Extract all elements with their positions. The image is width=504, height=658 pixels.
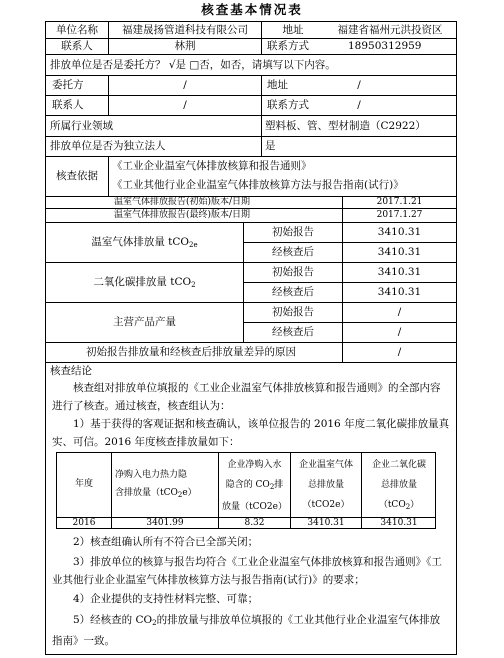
ghg-verified-label: 经核查后 (272, 246, 314, 258)
product-output-label: 主营产品产量 (113, 316, 176, 328)
basis-label: 核查依据 (56, 170, 98, 182)
client-contact-value: / (183, 99, 187, 111)
row-divider (243, 282, 456, 283)
client-value: / (183, 79, 187, 91)
ghg-initial-label: 初始报告 (272, 226, 314, 238)
entrust-question: 排放单位是否是委托方？ √是 □否，如否，请填写以下内容。 (50, 59, 336, 71)
report-final-date: 2017.1.27 (376, 210, 423, 220)
basis-item: 《工业其他行业企业温室气体排放核算方法与报告指南(试行)》 (112, 179, 404, 191)
annual-emission-table (56, 452, 436, 529)
client-contact-label: 联系人 (52, 99, 84, 111)
header-electricity: 净购入电力热力隐 含排放量（tCO$_2$e） (115, 470, 197, 499)
client-phone-value: / (357, 99, 361, 111)
row-divider (243, 242, 456, 243)
phone-label: 联系方式 (267, 40, 309, 52)
conclusion-intro: 核查组对排放单位填报的《工业企业温室气体排放核算和报告通则》的全部内容进行了核查。通过核查，核查组认为： (52, 382, 441, 412)
header-co2-total: 企业二氧化碳 总排放量 （tCO$_2$） (371, 460, 426, 511)
page-title: 核查基本情况表 (201, 2, 303, 17)
co2-verified-value: 3410.31 (377, 286, 422, 298)
cell-co2-total: 3410.31 (380, 518, 418, 528)
difference-label: 初始报告排放量和经核查后排放量差异的原因 (86, 346, 296, 358)
ghg-initial-value: 3410.31 (377, 226, 422, 238)
conclusion-label: 核查结论 (50, 365, 92, 377)
unit-name-value: 福建晟扬管道科技有限公司 (122, 24, 248, 36)
product-initial-label: 初始报告 (272, 306, 314, 318)
co2-initial-label: 初始报告 (272, 266, 314, 278)
conclusion-item-2: 2）核查组确认所有不符合已全部关闭； (73, 536, 259, 548)
co2-emission-label: 二氧化碳排放量 tCO$_2$ (93, 276, 196, 289)
conclusion-item-5: 5）经核查的 $CO_2$的排放量与排放单位填报的《工业其他行业企业温室气体排放指南》一致。 (52, 614, 441, 647)
conclusion-item-1: 1）基于获得的客观证据和核查确认，该单位报告的 2016 年度二氧化碳排放量真实、可信。2016 年度核查排放量如下： (52, 418, 450, 448)
cell-ghg-total: 3410.31 (307, 518, 345, 528)
address-label: 地址 (282, 24, 304, 36)
row-divider (46, 362, 456, 363)
industry-label: 所属行业领域 (50, 120, 113, 132)
product-verified-label: 经核查后 (272, 326, 314, 338)
ghg-emission-label: 温室气体排放量 tCO$_{2e}$ (91, 236, 198, 249)
row-divider (46, 302, 456, 303)
header-water: 企业净购入水 隐含的 $CO_2$排 放量（tCO2e） (222, 460, 287, 512)
product-verified-value: / (397, 326, 402, 338)
client-label: 委托方 (52, 79, 84, 91)
report-initial-label: 温室气体排放报告(初始)版本/日期 (114, 197, 251, 207)
row-divider (46, 222, 456, 223)
product-initial-value: / (397, 306, 402, 318)
row-divider (46, 342, 456, 343)
contact-label: 联系人 (61, 40, 93, 52)
client-address-value: / (357, 79, 361, 91)
header-ghg-total: 企业温室气体 总排放量 （tCO2e） (298, 460, 353, 510)
cell-water: 8.32 (244, 518, 265, 528)
report-initial-date: 2017.1.21 (376, 197, 423, 207)
header-year: 年度 (74, 479, 93, 489)
co2-initial-value: 3410.31 (377, 266, 422, 278)
co2-verified-label: 经核查后 (272, 286, 314, 298)
report-final-label: 温室气体排放报告(最终)版本/日期 (114, 210, 251, 220)
row-divider (243, 322, 456, 323)
row-divider (46, 136, 456, 137)
col-divider (108, 156, 109, 197)
phone-value: 18950312959 (348, 40, 422, 52)
client-phone-label: 联系方式 (267, 99, 309, 111)
cell-electricity: 3401.99 (146, 518, 184, 528)
contact-value: 林荆 (174, 40, 196, 52)
conclusion-item-4: 4）企业提供的支持性材料完整、可靠； (73, 593, 259, 605)
client-address-label: 地址 (267, 79, 288, 91)
legal-entity-value: 是 (265, 140, 276, 152)
cell-year: 2016 (72, 518, 96, 528)
ghg-verified-value: 3410.31 (377, 246, 422, 258)
legal-entity-label: 排放单位是否为独立法人 (50, 140, 166, 152)
conclusion-item-3: 3）排放单位的核算与报告均符合《工业企业温室气体排放核算和报告通则》《工业其他行业企业温室气体排放核算方法与报告指南(试行)》的要求； (52, 556, 442, 586)
industry-value: 塑料板、管、型材制造（C2922） (265, 120, 426, 132)
verification-table (45, 21, 457, 655)
difference-value: / (397, 346, 402, 358)
col-divider (261, 115, 262, 157)
row-divider (46, 262, 456, 263)
basis-item: 《工业企业温室气体排放核算和报告通则》 (112, 160, 312, 172)
unit-name-label: 单位名称 (56, 24, 98, 36)
address-value: 福建省福州元洪投资区 (337, 24, 443, 36)
